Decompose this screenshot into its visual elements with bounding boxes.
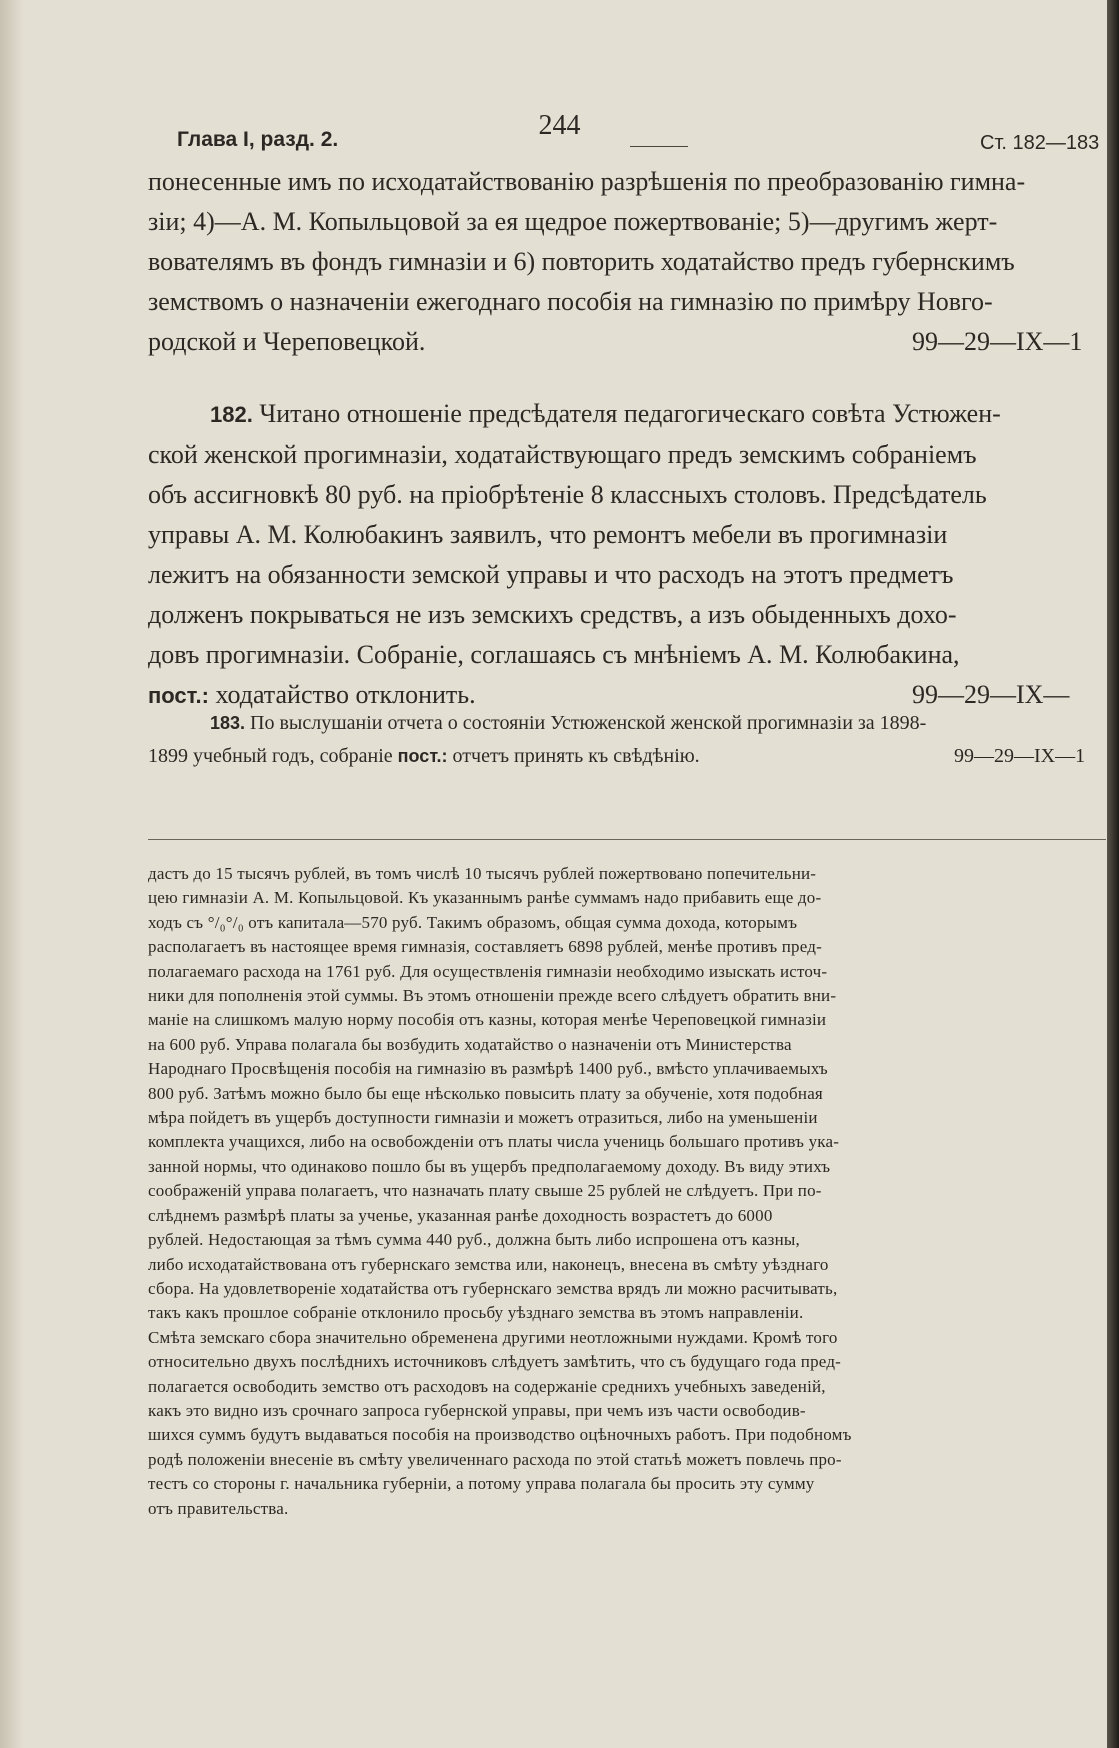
footnote-line: цею гимназіи А. М. Копыльцовой. Къ указаннымъ ранѣе суммамъ надо прибавить еще до- — [148, 888, 822, 908]
footnote-line: располагаетъ въ настоящее время гимназія, составляетъ 6898 рублей, менѣе противъ пред- — [148, 937, 822, 957]
page-edge-shadow — [1107, 0, 1119, 1748]
footnote-line: тестъ со стороны г. начальника губерніи, а потому управа полагала бы просить эту сумму — [148, 1474, 815, 1494]
footnote-line: мѣра пойдетъ въ ущербъ доступности гимназіи и можетъ отразиться, либо на уменьшеніи — [148, 1108, 818, 1128]
intro-line: родской и Череповецкой. — [148, 327, 426, 356]
footnote-line: маніе на слишкомъ малую норму пособія отъ казны, которая менѣе Череповецкой гимназіи — [148, 1010, 827, 1030]
item-text: 1899 учебный годъ, собраніе — [148, 745, 398, 767]
footnote-line: отъ правительства. — [148, 1498, 289, 1518]
item-number: 182. — [210, 402, 253, 427]
footnote-line: Народнаго Просвѣщенія пособія на гимназію въ размѣрѣ 1400 руб., вмѣсто уплачиваемыхъ — [148, 1059, 828, 1079]
footnote-line: либо исходатайствована отъ губернскаго земства или, наконецъ, внесена въ смѣту уѣзднаго — [148, 1254, 829, 1274]
item-line: управы А. М. Колюбакинъ заявилъ, что ремонтъ мебели въ прогимназіи — [148, 520, 948, 549]
item-reference: 99—29—IX— — [912, 680, 1070, 709]
footnote-line: относительно двухъ послѣднихъ источниковъ слѣдуетъ замѣтить, что съ будущаго года пред- — [148, 1352, 842, 1372]
item-line: лежитъ на обязанности земской управы и что расходъ на этотъ предметъ — [148, 560, 954, 589]
intro-line: понесенные имъ по исходатайствованію разрѣшенія по преобразованію гимна- — [148, 167, 1026, 196]
item-182-first-line — [148, 394, 1106, 435]
item-line: объ ассигновкѣ 80 руб. на пріобрѣтеніе 8 классныхъ столовъ. Предсѣдатель — [148, 480, 987, 509]
footnote-line: 800 руб. Затѣмъ можно было бы еще нѣсколько повысить плату за обученіе, хотя подобная — [148, 1083, 823, 1103]
intro-line: зіи; 4)—А. М. Копыльцовой за ея щедрое пожертвованіе; 5)—другимъ жерт- — [148, 207, 998, 236]
item-line: долженъ покрываться не изъ земскихъ средствъ, а изъ обыденныхъ дохо- — [148, 600, 957, 629]
decision-label: пост.: — [148, 683, 209, 708]
footnote-line: ники для пополненія этой суммы. Въ этомъ отношеніи прежде всего слѣдуетъ обратить вни- — [148, 986, 837, 1006]
item-text: отчетъ принять къ свѣдѣнію. — [447, 745, 700, 767]
page-number: 244 — [538, 110, 581, 141]
footnote-divider — [148, 839, 1106, 840]
item-text: Читано отношеніе предсѣдателя педагогическаго совѣта Устюжен- — [259, 399, 1001, 428]
book-spine-shadow — [0, 0, 24, 1748]
footnote-line: шихся суммъ будутъ выдаваться пособія на производство оцѣночныхъ работъ. При подобномъ — [148, 1425, 852, 1445]
decision-label: пост.: — [397, 746, 448, 766]
intro-paragraph — [148, 162, 1106, 362]
footnote-line: на 600 руб. Управа полагала бы возбудить ходатайство о назначеніи отъ Министерства — [148, 1034, 792, 1054]
item-reference: 99—29—IX—1 — [954, 745, 1086, 767]
item-183-second-line — [148, 740, 1106, 773]
page-number-rule — [630, 146, 688, 147]
footnote-line: дастъ до 15 тысячъ рублей, въ томъ числѣ 10 тысячъ рублей пожертвовано попечительни- — [148, 864, 817, 883]
footnote-line: рублей. Недостающая за тѣмъ сумма 440 руб., должна быть либо испрошена отъ казны, — [148, 1230, 800, 1250]
intro-line: вователямъ въ фондъ гимназіи и 6) повторить ходатайство предъ губернскимъ — [148, 247, 1015, 276]
item-line: довъ прогимназіи. Собраніе, соглашаясь съ мнѣніемъ А. М. Колюбакина, — [148, 640, 960, 669]
footnote-line: слѣднемъ размѣрѣ платы за ученье, указанная ранѣе доходность возрастетъ до 6000 — [148, 1205, 773, 1225]
footnote-line: такъ какъ прошлое собраніе отклонило просьбу уѣзднаго земства въ этомъ направленіи. — [148, 1303, 804, 1323]
footnote-line: соображеній управа полагаетъ, что назначать плату свыше 25 рублей не слѣдуетъ. При по- — [148, 1181, 822, 1201]
footnote-line: комплекта учащихся, либо на освобожденіи отъ платы числа учениць большаго противъ ука- — [148, 1132, 840, 1152]
intro-line: земствомъ о назначеніи ежегоднаго пособія на гимназію по примѣру Новго- — [148, 287, 993, 316]
intro-reference: 99—29—IX—1 — [912, 327, 1083, 356]
footnote-line: занной нормы, что одинаково пошло бы въ ущербъ предполагаемому доходу. Въ виду этихъ — [148, 1156, 831, 1176]
intro-last-line — [148, 322, 1106, 362]
chapter-heading: Глава I, разд. 2. — [177, 128, 339, 151]
column-range: Ст. 182—183 — [980, 132, 1100, 154]
footnote-line: какъ это видно изъ срочнаго запроса губернской управы, при чемъ изъ части освободив- — [148, 1400, 806, 1420]
footnote-line: Смѣта земскаго сбора значительно обременена другими неотложными нуждами. Кромѣ того — [148, 1327, 838, 1347]
footnote-line: полагаемаго расхода на 1761 руб. Для осуществленія гимназіи необходимо изыскать источ- — [148, 961, 828, 981]
item-183 — [148, 707, 1106, 773]
item-183-first-line — [148, 707, 1106, 740]
item-182 — [148, 394, 1106, 716]
footnote-line: полагается освободить земство отъ расходовъ на содержаніе среднихъ учебныхъ заведеній, — [148, 1376, 826, 1396]
item-text: По выслушаніи отчета о состояніи Устюженской женской прогимназіи за 1898- — [250, 712, 927, 734]
item-line: ской женской прогимназіи, ходатайствующаго предъ земскимъ собраніемъ — [148, 440, 977, 469]
item-number: 183. — [210, 713, 246, 733]
footnote-line: ходъ съ °/₀°/₀ отъ капитала—570 руб. Такимъ образомъ, общая сумма дохода, которымъ — [148, 912, 798, 932]
footnote-line: родѣ положеніи внесеніе въ смѣту увеличеннаго расхода по этой статьѣ можетъ повлечь про- — [148, 1449, 842, 1469]
footnote — [148, 862, 1106, 1521]
decision-text: ходатайство отклонить. — [208, 680, 476, 709]
footnote-line: сбора. На удовлетвореніе ходатайства отъ губернскаго земства врядъ ли можно расчитывать, — [148, 1278, 838, 1298]
